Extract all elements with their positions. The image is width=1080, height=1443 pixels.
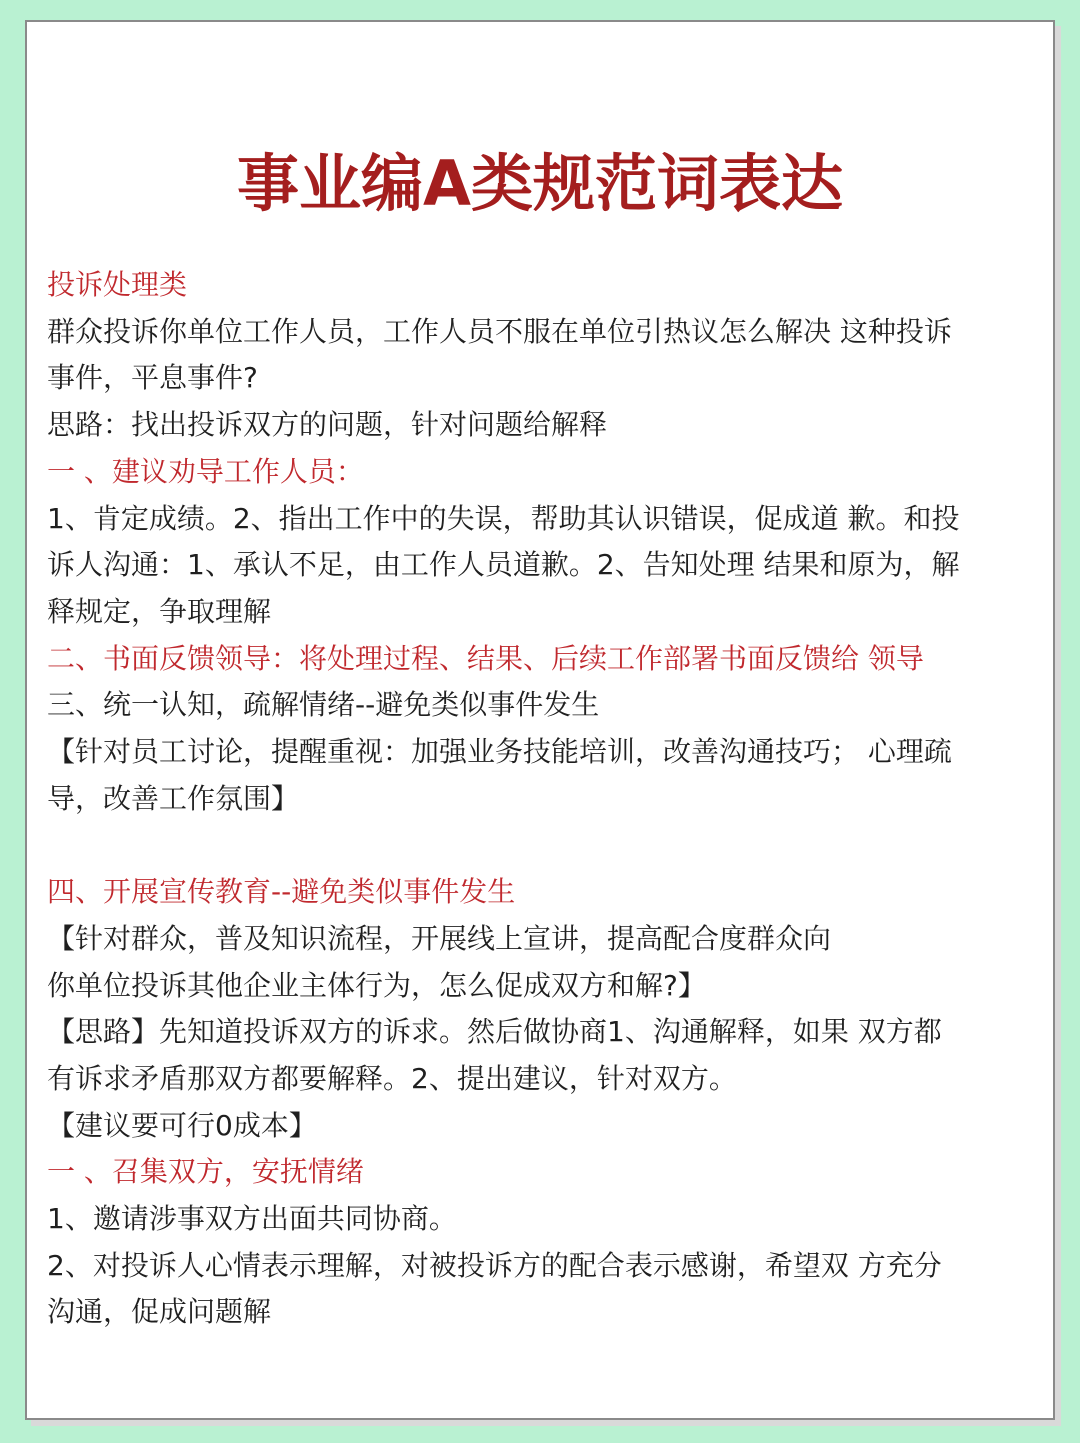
text-line: 【思路】先知道投诉双方的诉求。然后做协商1、沟通解释，如果 双方都	[47, 1015, 942, 1049]
text-line: 你单位投诉其他企业主体行为，怎么促成双方和解?】	[47, 968, 706, 1002]
text-line: 【针对员工讨论，提醒重视：加强业务技能培训，改善沟通技巧； 心理疏	[47, 735, 952, 769]
section-heading: 四、开展宣传教育--避免类似事件发生	[47, 875, 516, 909]
text-line: 导，改善工作氛围】	[47, 781, 300, 815]
document-card	[25, 20, 1055, 1420]
blank-line	[47, 822, 1039, 869]
text-line: 【针对群众，普及知识流程，开展线上宣讲，提高配合度群众向	[47, 921, 832, 955]
text-line: 沟通，促成问题解	[47, 1295, 272, 1329]
text-line: 1、邀请涉事双方出面共同协商。	[47, 1202, 457, 1236]
text-line: 群众投诉你单位工作人员，工作人员不服在单位引热议怎么解决 这种投诉	[47, 314, 952, 348]
section-heading: 一 、建议劝导工作人员：	[47, 454, 364, 488]
text-line: 诉人沟通：1、承认不足，由工作人员道歉。2、告知处理 结果和原为，解	[47, 548, 960, 582]
document-body	[47, 262, 1039, 1336]
text-line: 1、肯定成绩。2、指出工作中的失误，帮助其认识错误，促成道 歉。和投	[47, 501, 960, 535]
text-line: 思路：找出投诉双方的问题，针对问题给解释	[47, 408, 608, 442]
text-line: 【建议要可行0成本】	[47, 1108, 317, 1142]
text-line: 事件，平息事件?	[47, 361, 258, 395]
text-line: 有诉求矛盾那双方都要解释。2、提出建议，针对双方。	[47, 1061, 737, 1095]
section-heading: 一 、召集双方，安抚情绪	[47, 1155, 364, 1189]
section-heading: 投诉处理类	[47, 268, 188, 301]
text-line: 2、对投诉人心情表示理解，对被投诉方的配合表示感谢，希望双 方充分	[47, 1248, 942, 1282]
text-line: 释规定，争取理解	[47, 594, 272, 628]
section-heading: 二、书面反馈领导：将处理过程、结果、后续工作部署书面反馈给 领导	[47, 641, 924, 675]
page-title: 事业编A类规范词表达	[237, 147, 843, 220]
text-line: 三、统一认知，疏解情绪--避免类似事件发生	[47, 688, 600, 722]
